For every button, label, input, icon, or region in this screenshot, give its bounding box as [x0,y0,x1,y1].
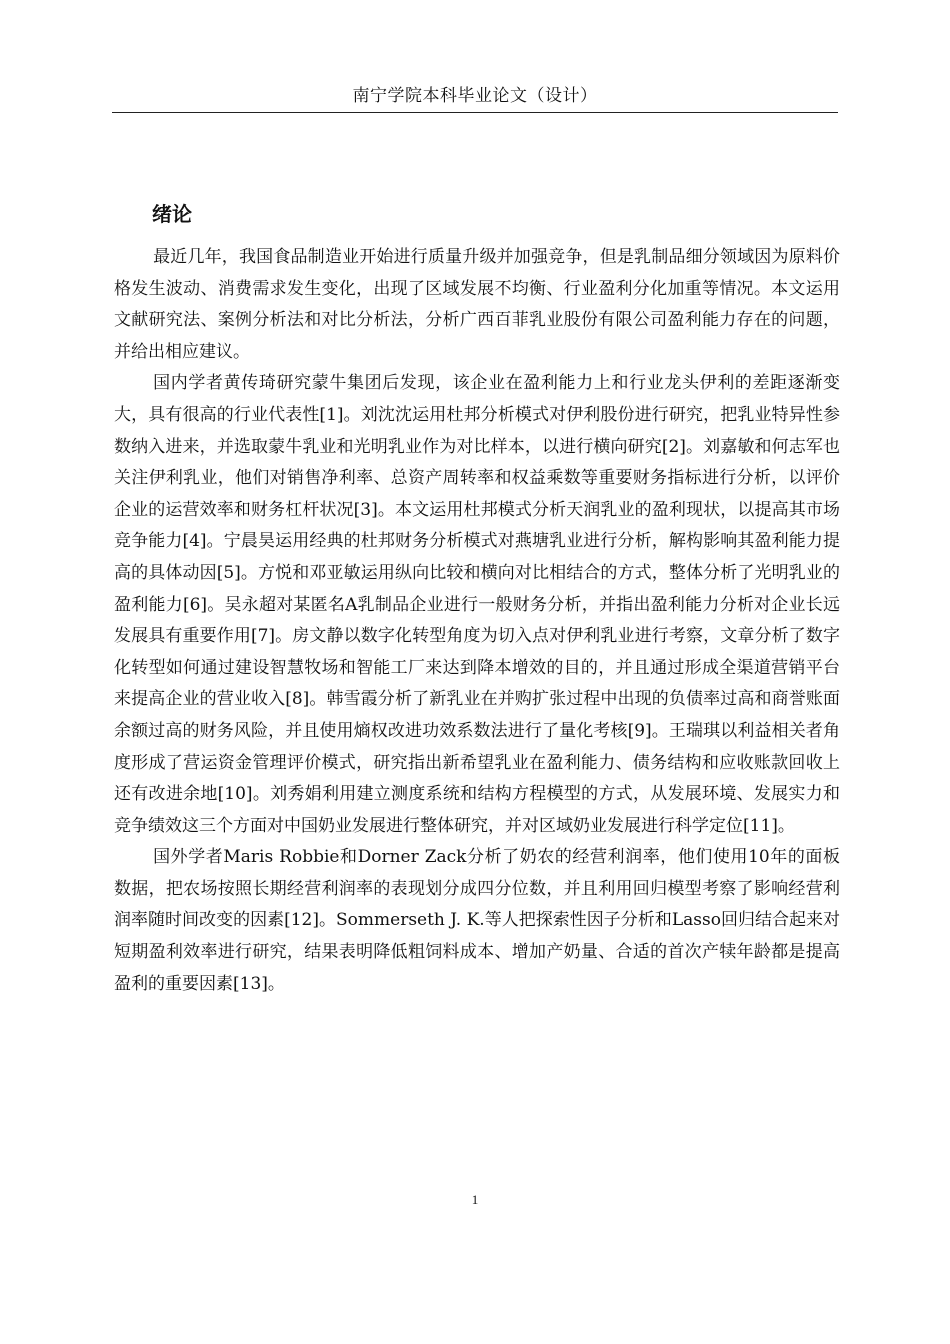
header-text: 南宁学院本科毕业论文（设计） [352,86,598,106]
paragraph-domestic-literature: 国内学者黄传琦研究蒙牛集团后发现，该企业在盈利能力上和行业龙头伊利的差距逐渐变大，具有很高的行业代表性[1]。刘沈沈运用杜邦分析模式对伊利股份进行研究，把乳业特异性参数纳入进来，并选取蒙牛乳业和光明乳业作为对比样本，以进行横向研究[2]。刘嘉敏和何志军也关注伊利乳业，他们对销售净利率、总资产周转率和权益乘数等重要财务指标进行分析，以评价企业的运营效率和财务杠杆状况[3]。本文运用杜邦模式分析天润乳业的盈利现状，以提高其市场竞争能力[4]。宁晨昊运用经典的杜邦财务分析模式对燕塘乳业进行分析，解构影响其盈利能力提高的具体动因[5]。方悦和邓亚敏运用纵向比较和横向对比相结合的方式，整体分析了光明乳业的盈利能力[6]。吴永超对某匿名A乳制品企业进行一般财务分析，并指出盈利能力分析对企业长远发展具有重要作用[7]。房文静以数字化转型角度为切入点对伊利乳业进行考察，文章分析了数字化转型如何通过建设智慧牧场和智能工厂来达到降本增效的目的，并且通过形成全渠道营销平台来提高企业的营业收入[8]。韩雪霞分析了新乳业在并购扩张过程中出现的负债率过高和商誉账面余额过高的财务风险，并且使用熵权改进功效系数法进行了量化考核[9]。王瑞琪以利益相关者角度形成了营运资金管理评价模式，研究指出新希望乳业在盈利能力、债务结构和应收账款回收上还有改进余地[10]。刘秀娟利用建立测度系统和结构方程模型的方式，从发展环境、发展实力和竞争绩效这三个方面对中国奶业发展进行整体研究，并对区域奶业发展进行科学定位[11]。 [114,373,840,836]
page-number: 1 [471,1192,479,1207]
body-text [114,242,840,1000]
paragraph-intro: 最近几年，我国食品制造业开始进行质量升级并加强竞争，但是乳制品细分领域因为原料价格发生波动、消费需求发生变化，出现了区域发展不均衡、行业盈利分化加重等情况。本文运用文献研究法、案例分析法和对比分析法，分析广西百菲乳业股份有限公司盈利能力存在的问题，并给出相应建议。 [114,247,840,362]
running-header [112,84,838,113]
paragraph-foreign-literature: 国外学者Maris Robbie和Dorner Zack分析了奶农的经营利润率，他们使用10年的面板数据，把农场按照长期经营利润率的表现划分成四分位数，并且利用回归模型考察了影响经营利润率随时间改变的因素[12]。Sommerseth J. K.等人把探索性因子分析和Lasso回归结合起来对短期盈利效率进行研究，结果表明降低粗饲料成本、增加产奶量、合适的首次产犊年龄都是提高盈利的重要因素[13]。 [114,847,840,994]
section-title: 绪论 [152,202,192,226]
